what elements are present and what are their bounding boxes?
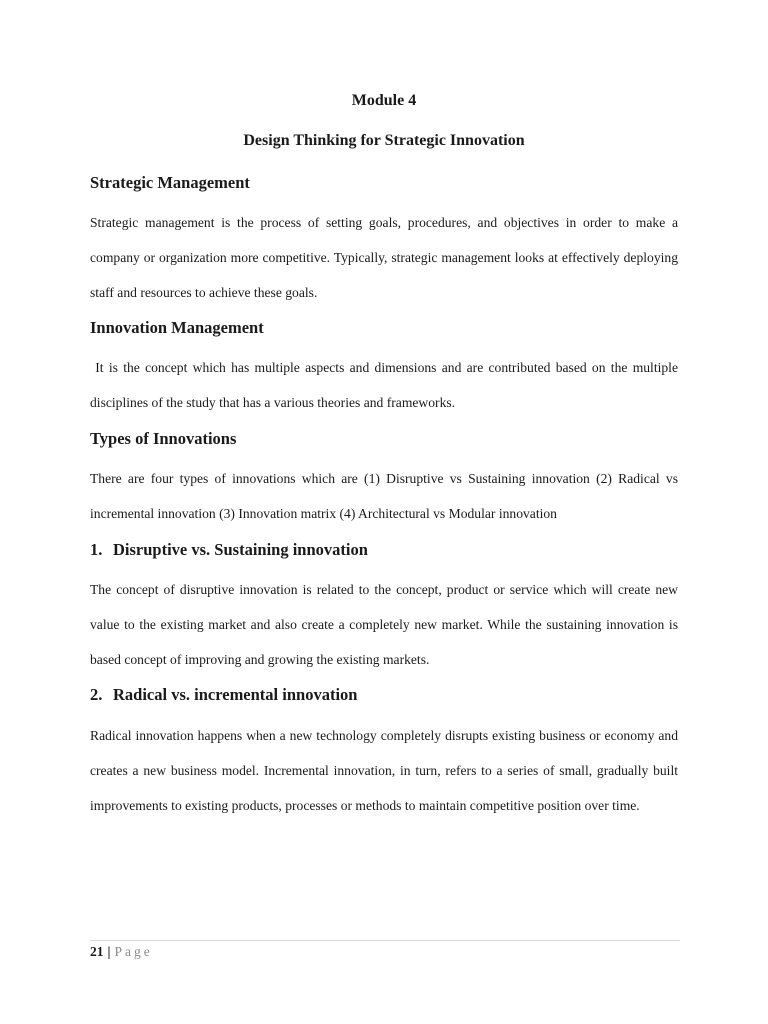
heading-innovation-management: Innovation Management [90,318,264,337]
page-footer [90,944,153,960]
heading-disruptive-vs-sustaining [90,540,368,560]
footer-divider [90,940,680,941]
paragraph-strategic-management: Strategic management is the process of setting goals, procedures, and objectives in order to make a company or organization more competitive. Typically, strategic management looks at effectively deploying staff and resources to achieve these goals. [90,215,678,300]
heading-text: Disruptive vs. Sustaining innovation [113,540,368,559]
page-title: Design Thinking for Strategic Innovation [243,132,525,149]
paragraph-disruptive-vs-sustaining: The concept of disruptive innovation is related to the concept, product or service which will create new value to the existing market and also create a completely new market. While the sustaining innovation is based concept of improving and growing the existing markets. [90,582,678,667]
list-number: 2. [90,685,103,704]
list-number: 1. [90,540,103,559]
footer-separator: | [107,944,111,959]
page-number: 21 [90,944,104,959]
page-label: Page [114,944,153,959]
paragraph-types-of-innovations: There are four types of innovations which are (1) Disruptive vs Sustaining innovation (2) Radical vs incremental innovation (3) Innovation matrix (4) Architectural vs Modular innovation [90,471,678,521]
document-page [90,0,682,1024]
heading-strategic-management: Strategic Management [90,173,250,192]
heading-types-of-innovations: Types of Innovations [90,429,237,448]
module-label: Module 4 [351,92,417,109]
heading-radical-vs-incremental [90,685,357,705]
heading-text: Radical vs. incremental innovation [113,685,358,704]
paragraph-innovation-management: It is the concept which has multiple aspects and dimensions and are contributed based on the multiple disciplines of the study that has a various theories and frameworks. [90,360,682,410]
paragraph-radical-vs-incremental: Radical innovation happens when a new technology completely disrupts existing business or economy and creates a new business model. Incremental innovation, in turn, refers to a series of small, gradually built improvements to existing products, processes or methods to maintain competitive position over time. [90,728,678,813]
